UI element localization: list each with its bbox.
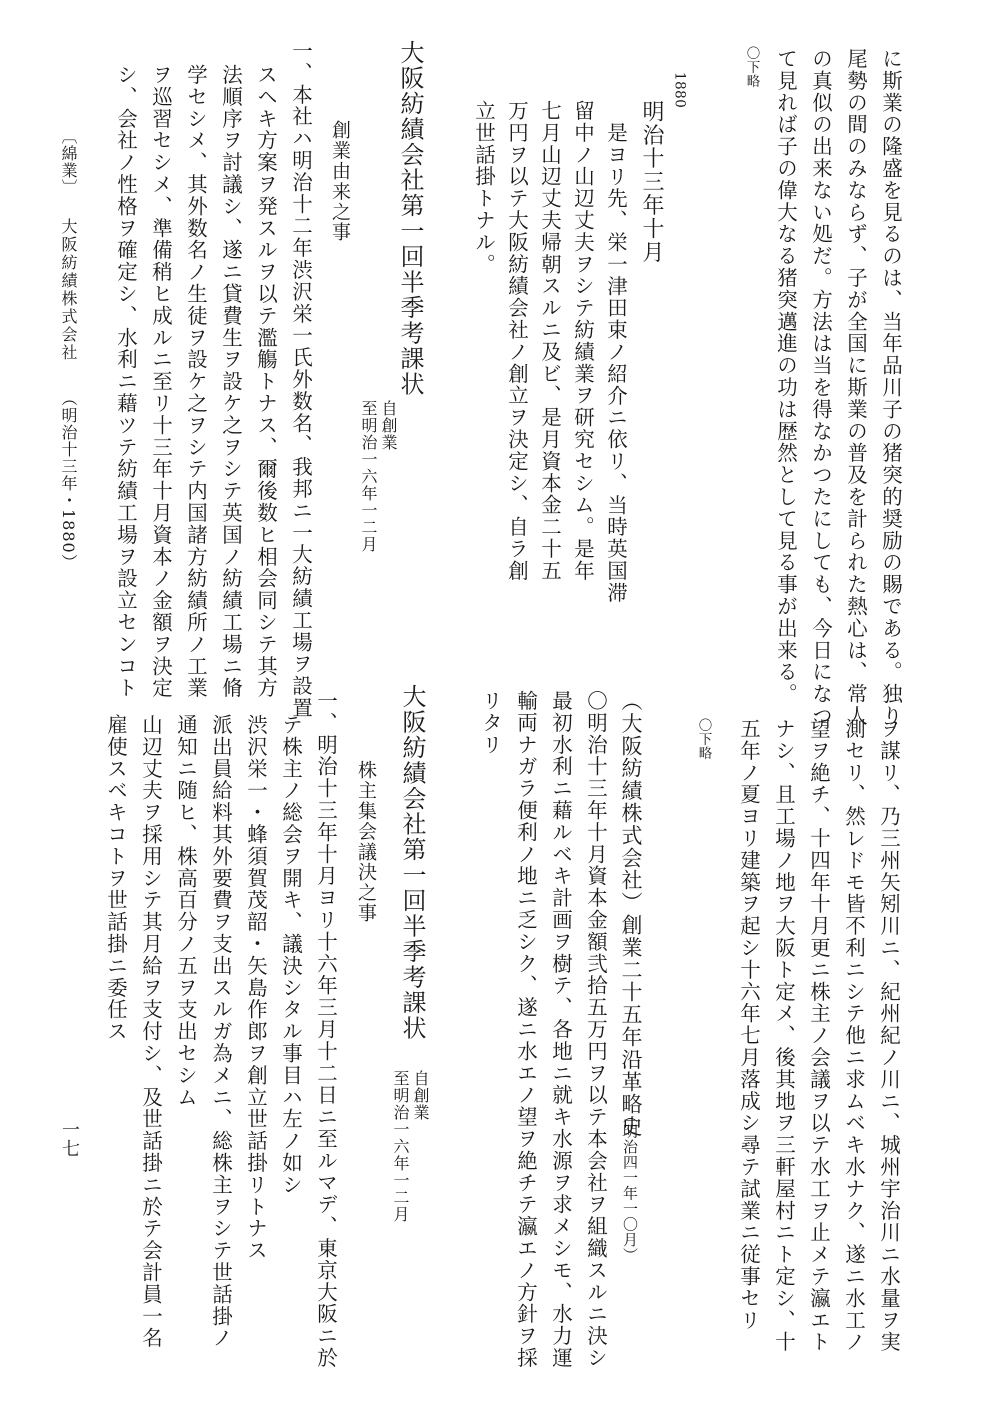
period-line: 自創業 xyxy=(411,1070,430,1121)
text-line: シ、会社ノ性格ヲ確定シ、水利ニ藉ツテ紡績工場ヲ設立センコト xyxy=(113,64,138,700)
text-line: リタリ xyxy=(478,690,503,756)
text-line: 尾勢の間のみならず、子が全国に斯業の普及を計られた熱心は、常人 xyxy=(843,48,868,727)
text-line: ヲ謀リ、乃三州矢矧川ニ、紀州紀ノ川ニ、城州宇治川ニ水量ヲ実 xyxy=(876,718,901,1354)
text-line: 派出員給料其外要費ヲ支出スルガ為メニ、総株主ヲシテ世話掛ノ xyxy=(208,714,233,1350)
footer-year: （明治十三年・1880） xyxy=(59,390,78,571)
omission-note: 〇下略 xyxy=(743,46,760,88)
page-number: 一七 xyxy=(59,1120,80,1158)
text-line: 一、明治十三年十月ヨリ十六年三月十二日ニ至ルマデ、東京大阪ニ於 xyxy=(313,690,338,1369)
section-subtitle: 創業由来之事 xyxy=(329,120,351,243)
text-line: 〇明治十三年十月資本金額弐拾五万円ヲ以テ本会社ヲ組織スルニ決シ xyxy=(583,690,608,1369)
text-line: 一、本社ハ明治十二年渋沢栄一氏外数名、我邦ニ一大紡績工場ヲ設置 xyxy=(288,40,313,719)
text-line: 留中ノ山辺丈夫ヲシテ紡績業ヲ研究セシム。是年 xyxy=(570,100,595,582)
omission-note: 〇下略 xyxy=(695,718,712,760)
text-line: 山辺丈夫ヲ採用シテ其月給ヲ支付シ、及世話掛ニ於テ会計員一名 xyxy=(138,714,163,1350)
text-line: 渋沢栄一・蜂須賀茂韶・矢島作郎ヲ創立世話掛リトナス xyxy=(243,714,268,1262)
text-line: て見れば子の偉大なる猪突邁進の功は歴然として見る事が出来る。 xyxy=(773,48,798,705)
text-line: ナシ、且工場ノ地ヲ大阪ト定メ、後其地ヲ三軒屋村ニト定シ、十 xyxy=(771,718,796,1354)
footer-company: 大阪紡績株式会社 xyxy=(59,218,78,362)
source-title: （大阪紡績株式会社）創業二十五年沿革略史 xyxy=(619,690,643,1138)
text-line: の真似の出来ない処だ。方法は当を得なかつたにしても、今日になつ xyxy=(808,48,833,727)
text-line: 七月山辺丈夫帰朝スルニ及ビ、是月資本金二十五 xyxy=(537,100,562,582)
text-line: 望ヲ絶チ、十四年十月更ニ株主ノ会議ヲ以テ水工ヲ止メテ瀛エト xyxy=(806,718,831,1354)
text-line: に斯業の隆盛を見るのは、当年品川子の猪突的奨励の賜である。独り xyxy=(878,48,903,727)
source-date: （明治四一年一〇月） xyxy=(621,1108,639,1263)
section-subtitle: 株主集会議決之事 xyxy=(355,760,377,924)
period-line: 至明治一六年一二月 xyxy=(391,1070,410,1223)
text-line: ヲ巡習セシメ、準備稍ヒ成ルニ至リ十三年十月資本ノ金額ヲ決定 xyxy=(148,64,173,700)
text-line: テ株主ノ総会ヲ開キ、議決シタル事目ハ左ノ如シ xyxy=(278,714,303,1196)
text-line: 通知ニ随ヒ、株高百分ノ五ヲ支出セシム xyxy=(173,714,198,1109)
period-line: 至明治一六年一二月 xyxy=(359,400,378,553)
section-title: 大阪紡績会社第一回半季考課状 xyxy=(398,684,426,1041)
text-line: 立世話掛トナル。 xyxy=(471,100,496,276)
text-line: 学セシメ、其外数名ノ生徒ヲ設ケ之ヲシテ内国諸方紡績所ノ工業 xyxy=(183,64,208,700)
text-line: スヘキ方案ヲ発スルヲ以テ濫觴トナス、爾後数ヒ相会同シテ其方 xyxy=(253,64,278,700)
period-line: 自創業 xyxy=(379,400,398,451)
footer-label: 〔綿業〕 xyxy=(59,128,78,196)
text-line: 法順序ヲ討議シ、遂ニ貸費生ヲ設ケ之ヲシテ英国ノ紡績工場ニ脩 xyxy=(218,64,243,700)
text-line: 測セリ、然レドモ皆不利ニシテ他ニ求ムベキ水ナク、遂ニ水工ノ xyxy=(841,718,866,1354)
text-line: 万円ヲ以テ大阪紡績会社ノ創立ヲ決定シ、自ラ創 xyxy=(504,100,529,582)
text-line: 五年ノ夏ヨリ建築ヲ起シ十六年七月落成シ尋テ試業ニ従事セリ xyxy=(736,718,761,1332)
text-line: 雇使スベキコトヲ世話掛ニ委任ス xyxy=(103,714,128,1043)
text-line: 最初水利ニ藉ルベキ計画ヲ樹テ、各地ニ就キ水源ヲ求メシモ、水力運 xyxy=(548,690,573,1369)
date-heading: 明治十三年十月 xyxy=(639,100,664,264)
section-title: 大阪紡績会社第一回半季考課状 xyxy=(396,40,424,397)
text-line: 是ヨリ先、栄一津田束ノ紹介ニ依リ、当時英国滞 xyxy=(603,122,628,604)
text-line: 輸両ナガラ便利ノ地ニ乏シク、遂ニ水エノ望ヲ絶チテ瀛エノ方針ヲ採 xyxy=(513,690,538,1369)
year-label: 1880 xyxy=(671,72,688,109)
